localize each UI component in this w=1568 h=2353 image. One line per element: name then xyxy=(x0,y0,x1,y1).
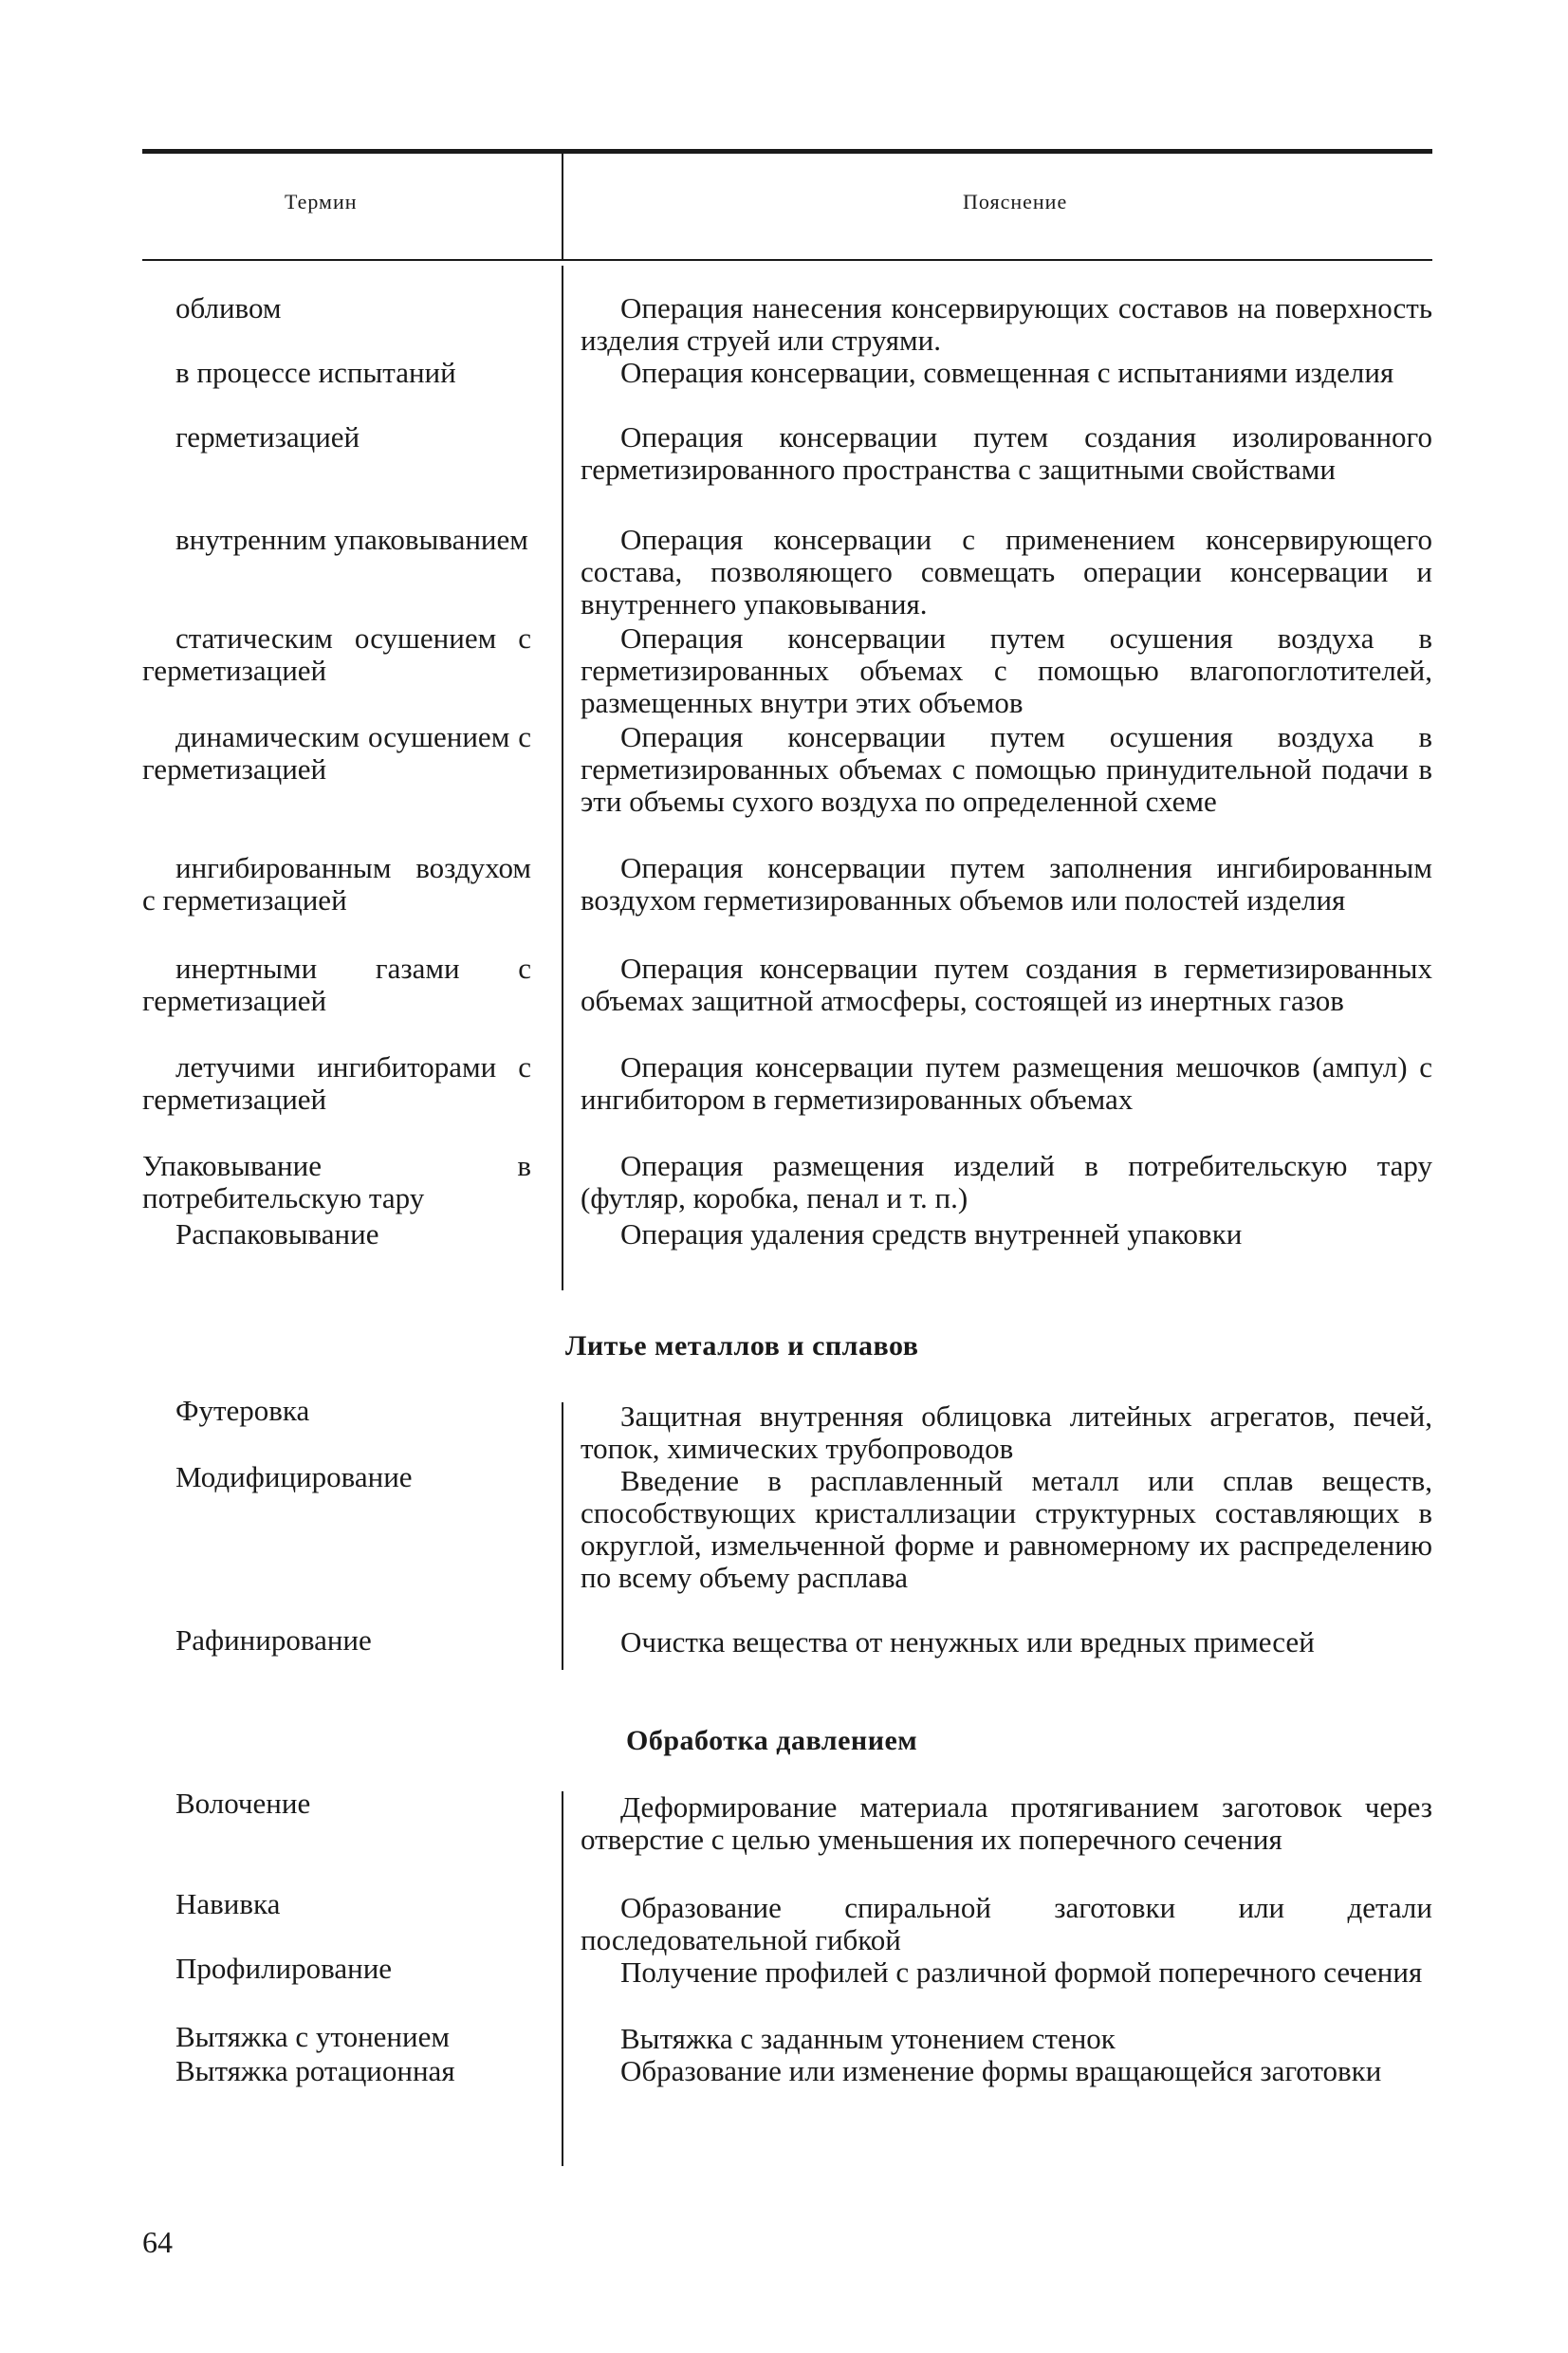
term-cell: статическим осушением с герметизацией xyxy=(142,621,531,687)
explanation-cell: Операция консервации путем осушения воздуха в герметизированных объемах с помощью принудительной подачи в эти объемы сухого воздуха по определенной схеме xyxy=(581,720,1432,818)
term-cell: летучими ингибиторами с герметизацией xyxy=(142,1050,531,1116)
explanation-cell: Операция консервации путем размещения мешочков (ампул) с ингибитором в герметизированных объемах xyxy=(581,1050,1432,1116)
term-cell: Упаковывание в потребительскую тару xyxy=(142,1149,531,1214)
header-bottom-rule xyxy=(142,259,1432,261)
explanation-cell: Операция консервации с применением консервирующего состава, позволяющего совмещать операции консервации и внутреннего упаковывания. xyxy=(581,523,1432,621)
explanation-cell: Операция консервации путем создания в герметизированных объемах защитной атмосферы, состоящей из инертных газов xyxy=(581,952,1432,1017)
term-cell: Распаковывание xyxy=(175,1217,379,1251)
page-number: 64 xyxy=(142,2225,173,2259)
explanation-cell: Операция консервации путем осушения воздуха в герметизированных объемах с помощью влагопоглотителей, размещенных внутри этих объемов xyxy=(581,621,1432,719)
term-cell: в процессе испытаний xyxy=(175,356,456,389)
column-header-explanation: Пояснение xyxy=(963,190,1068,213)
explanation-cell: Операция консервации путем создания изолированного герметизированного пространства с защитными свойствами xyxy=(581,420,1432,486)
explanation-cell: Деформирование материала протягиванием заготовок через отверстие с целью уменьшения их поперечного сечения xyxy=(581,1790,1432,1856)
explanation-cell: Операция размещения изделий в потребительскую тару (футляр, коробка, пенал и т. п.) xyxy=(581,1149,1432,1214)
column-divider-3 xyxy=(562,1791,563,2166)
explanation-cell: Операция консервации путем заполнения ингибированным воздухом герметизированных объемов или полостей изделия xyxy=(581,851,1432,917)
term-cell: Вытяжка с утонением xyxy=(175,2020,450,2053)
explanation-cell: Получение профилей с различной формой поперечного сечения xyxy=(620,1955,1423,1989)
explanation-cell: Образование спиральной заготовки или детали последовательной гибкой xyxy=(581,1891,1432,1956)
table-top-rule xyxy=(142,149,1432,154)
section-title-pressure-processing: Обработка давлением xyxy=(626,1725,918,1756)
explanation-cell: Операция нанесения консервирующих составов на поверхность изделия струей или струями. xyxy=(581,291,1432,357)
explanation-cell: Защитная внутренняя облицовка литейных агрегатов, печей, топок, химических трубопроводов xyxy=(581,1399,1432,1465)
term-cell: обливом xyxy=(175,291,282,324)
term-cell: динамическим осушением с герметизацией xyxy=(142,720,531,786)
explanation-cell: Операция удаления средств внутренней упаковки xyxy=(620,1217,1243,1251)
explanation-cell: Очистка вещества от ненужных или вредных примесей xyxy=(620,1625,1315,1658)
section-title-casting: Литье металлов и сплавов xyxy=(565,1330,919,1362)
column-divider-2 xyxy=(562,1402,563,1670)
column-header-term: Термин xyxy=(285,190,358,213)
term-cell: Рафинирование xyxy=(175,1623,372,1657)
term-cell: Волочение xyxy=(175,1787,311,1820)
term-cell: инертными газами с герметизацией xyxy=(142,952,531,1017)
explanation-cell: Введение в расплавленный металл или сплав веществ, способствующих кристаллизации структурных составляющих в округлой, измельченной форме и равномерному их распределению по всему объему расплава xyxy=(581,1464,1432,1594)
term-cell: Модифицирование xyxy=(175,1460,413,1493)
term-cell: герметизацией xyxy=(175,420,360,454)
explanation-cell: Операция консервации, совмещенная с испытаниями изделия xyxy=(620,356,1394,389)
explanation-cell: Образование или изменение формы вращающейся заготовки xyxy=(620,2054,1382,2087)
column-divider-1 xyxy=(562,266,563,1290)
header-column-divider xyxy=(562,152,563,259)
term-cell: внутренним упаковыванием xyxy=(175,523,528,556)
term-cell: Футеровка xyxy=(175,1394,310,1427)
term-cell: Профилирование xyxy=(175,1952,393,1985)
term-cell: Вытяжка ротационная xyxy=(175,2054,455,2087)
term-cell: Навивка xyxy=(175,1887,281,1920)
term-cell: ингибированным воздухом с герметизацией xyxy=(142,851,531,917)
explanation-cell: Вытяжка с заданным утонением стенок xyxy=(620,2022,1116,2055)
